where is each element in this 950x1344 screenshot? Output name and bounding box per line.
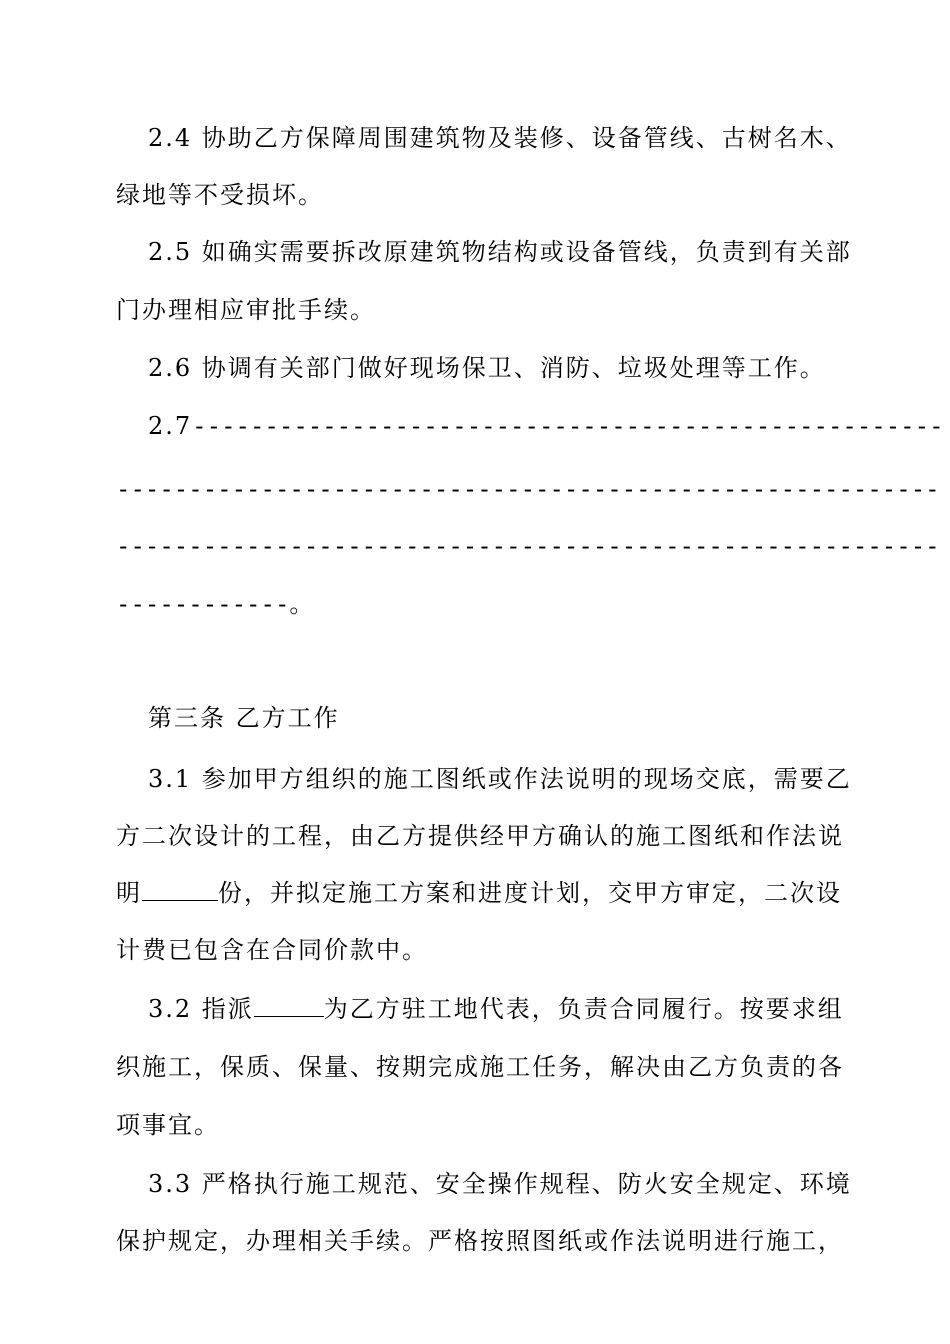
item-2-7-blank-dashes: ---------------------------------------------------- — [192, 412, 944, 440]
item-2-6-line-1: 2.6 协调有关部门做好现场保卫、消防、垃圾处理等工作。 — [148, 354, 826, 382]
item-3-1-line-1: 3.1 参加甲方组织的施工图纸或作法说明的现场交底，需要乙 — [148, 765, 852, 793]
item-3-1-line-3-start: 明 — [116, 879, 142, 907]
item-3-2-line-1 — [148, 994, 844, 1024]
item-3-1-line-4: 计费已包含在合同价款中。 — [116, 936, 428, 964]
item-3-1-line-3-end: 份，并拟定施工方案和进度计划，交甲方审定，二次设 — [218, 879, 842, 907]
item-3-1-line-3 — [116, 878, 842, 908]
item-2-5-line-2: 门办理相应审批手续。 — [116, 296, 376, 324]
item-2-4-line-1: 2.4 协助乙方保障周围建筑物及装修、设备管线、古树名木、 — [148, 124, 852, 152]
item-3-2-line-1-start: 3.2 指派 — [148, 995, 254, 1023]
item-2-7-blank-line-2: --------------------------------------------------------- — [116, 475, 940, 503]
item-2-7-line-1 — [148, 411, 944, 441]
item-2-7-blank-line-3: --------------------------------------------------------- — [116, 532, 940, 560]
item-2-7-blank-line-4: ------------。 — [116, 590, 314, 618]
copies-blank-field[interactable] — [142, 878, 218, 901]
item-3-2-line-1-end: 为乙方驻工地代表，负责合同履行。按要求组 — [323, 995, 844, 1023]
item-2-5-line-1: 2.5 如确实需要拆改原建筑物结构或设备管线，负责到有关部 — [148, 238, 852, 266]
item-2-7-label: 2.7 — [148, 412, 193, 440]
item-3-3-line-1: 3.3 严格执行施工规范、安全操作规程、防火安全规定、环境 — [148, 1170, 852, 1198]
item-3-2-line-3: 项事宜。 — [116, 1111, 220, 1139]
item-3-1-line-2: 方二次设计的工程，由乙方提供经甲方确认的施工图纸和作法说 — [116, 822, 844, 850]
section-3-heading: 第三条 乙方工作 — [148, 704, 340, 732]
item-2-4-line-2: 绿地等不受损坏。 — [116, 181, 324, 209]
site-representative-blank-field[interactable] — [254, 994, 324, 1017]
item-3-3-line-2: 保护规定，办理相关手续。严格按照图纸或作法说明进行施工， — [116, 1227, 844, 1255]
item-3-2-line-2: 织施工，保质、保量、按期完成施工任务，解决由乙方负责的各 — [116, 1053, 844, 1081]
